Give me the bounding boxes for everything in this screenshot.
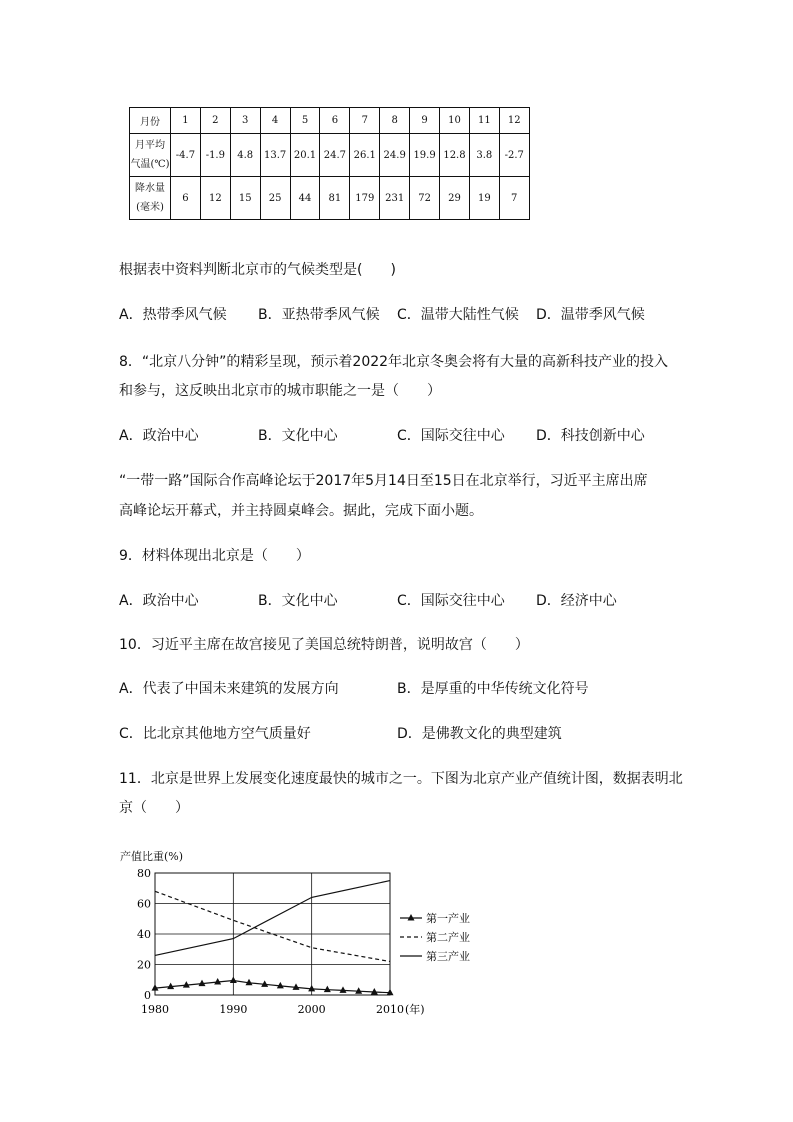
cell-precipitation: 19 (469, 177, 499, 220)
legend-label: 第三产业 (426, 950, 470, 963)
cell-precipitation: 25 (260, 177, 290, 220)
cell-month: 4 (260, 108, 290, 134)
cell-precipitation: 72 (410, 177, 440, 220)
x-tick-label: 1990 (219, 1003, 248, 1016)
y-tick-label: 40 (137, 928, 151, 941)
question-8-line1: 8．“北京八分钟”的精彩呈现，预示着2022年北京冬奥会将有大量的高新科技产业的投入 (119, 354, 669, 370)
q8-option-d[interactable]: D．科技创新中心 (536, 428, 645, 444)
q7-option-a[interactable]: A．热带季风气候 (119, 307, 227, 323)
cell-temperature: 3.8 (469, 134, 499, 177)
cell-temperature: 13.7 (260, 134, 290, 177)
data-point-marker (355, 987, 362, 994)
q7-option-d[interactable]: D．温带季风气候 (536, 307, 645, 323)
cell-month: 3 (230, 108, 260, 134)
cell-precipitation: 81 (320, 177, 350, 220)
row-header-line: 降水量 (135, 183, 165, 194)
x-axis-unit: (年) (405, 1003, 425, 1016)
data-point-marker (340, 986, 347, 993)
row-header-month: 月份 (130, 108, 171, 134)
cell-month: 6 (320, 108, 350, 134)
q8-option-c[interactable]: C．国际交往中心 (397, 428, 505, 444)
y-tick-label: 20 (137, 958, 151, 972)
cell-precipitation: 44 (290, 177, 320, 220)
cell-temperature: 24.7 (320, 134, 350, 177)
q10-option-a[interactable]: A．代表了中国未来建筑的发展方向 (119, 681, 339, 697)
material-line1: “一带一路”国际合作高峰论坛于2017年5月14日至15日在北京举行，习近平主席出席 (119, 473, 648, 489)
q7-option-b[interactable]: B．亚热带季风气候 (258, 307, 380, 323)
q8-option-a[interactable]: A．政治中心 (119, 428, 199, 444)
q9-option-a[interactable]: A．政治中心 (119, 593, 199, 609)
q10-option-c[interactable]: C．比北京其他地方空气质量好 (119, 726, 311, 742)
question-11-line1: 11．北京是世界上发展变化速度最快的城市之一。下图为北京产业产值统计图，数据表明北 (119, 771, 683, 787)
q10-option-b[interactable]: B．是厚重的中华传统文化符号 (397, 681, 589, 697)
chart-legend (400, 911, 470, 963)
q10-option-d[interactable]: D．是佛教文化的典型建筑 (397, 726, 562, 742)
x-tick-label: 1980 (141, 1003, 169, 1016)
q9-option-b[interactable]: B．文化中心 (258, 593, 338, 609)
row-header-line: 气温(℃) (130, 159, 170, 170)
cell-precipitation: 231 (380, 177, 410, 220)
cell-temperature: 20.1 (290, 134, 320, 177)
cell-month: 11 (469, 108, 499, 134)
cell-precipitation: 12 (200, 177, 230, 220)
cell-temperature: -2.7 (499, 134, 529, 177)
chart-ticks (137, 867, 425, 1016)
chart-grid (155, 873, 390, 995)
cell-temperature: -1.9 (200, 134, 230, 177)
cell-precipitation: 6 (171, 177, 201, 220)
y-tick-label: 80 (137, 867, 151, 880)
y-tick-label: 0 (144, 989, 151, 1002)
data-point-marker (371, 988, 378, 995)
cell-temperature: 26.1 (350, 134, 380, 177)
chart-series (152, 881, 394, 996)
cell-month: 2 (200, 108, 230, 134)
data-point-marker (324, 986, 331, 993)
cell-month: 12 (499, 108, 529, 134)
cell-temperature: 24.9 (380, 134, 410, 177)
q7-option-c[interactable]: C．温带大陆性气候 (397, 307, 519, 323)
row-header-line: (毫米) (136, 202, 164, 213)
q8-option-b[interactable]: B．文化中心 (258, 428, 338, 444)
cell-temperature: 12.8 (440, 134, 470, 177)
question-8-line2: 和参与，这反映出北京市的城市职能之一是（ ） (119, 383, 441, 399)
cell-month: 9 (410, 108, 440, 134)
data-point-marker (387, 989, 394, 996)
cell-temperature: 19.9 (410, 134, 440, 177)
row-header-line: 月平均 (135, 140, 165, 151)
material-line2: 高峰论坛开幕式，并主持圆桌峰会。据此，完成下面小题。 (119, 503, 483, 519)
x-tick-label: 2000 (297, 1003, 326, 1016)
question-7-stem: 根据表中资料判断北京市的气候类型是( ) (119, 262, 396, 278)
cell-month: 7 (350, 108, 380, 134)
series-line (155, 891, 390, 961)
question-10-stem: 10．习近平主席在故宫接见了美国总统特朗普，说明故宫（ ） (119, 637, 529, 653)
q9-option-d[interactable]: D．经济中心 (536, 593, 617, 609)
y-tick-label: 60 (137, 897, 151, 911)
question-9-stem: 9．材料体现出北京是（ ） (119, 548, 310, 564)
cell-temperature: -4.7 (171, 134, 201, 177)
cell-month: 10 (440, 108, 470, 134)
cell-month: 1 (171, 108, 201, 134)
legend-label: 第一产业 (426, 912, 470, 925)
cell-month: 8 (380, 108, 410, 134)
cell-month: 5 (290, 108, 320, 134)
legend-marker (408, 914, 415, 921)
question-11-line2: 京（ ） (119, 800, 189, 816)
q9-option-c[interactable]: C．国际交往中心 (397, 593, 505, 609)
cell-precipitation: 179 (350, 177, 380, 220)
chart-ylabel: 产值比重(%) (120, 850, 184, 863)
x-tick-label: 2010 (376, 1003, 404, 1016)
legend-label: 第二产业 (426, 931, 470, 944)
cell-temperature: 4.8 (230, 134, 260, 177)
series-line (155, 881, 390, 956)
data-point-marker (230, 977, 237, 984)
series-line (155, 981, 390, 993)
cell-precipitation: 7 (499, 177, 529, 220)
cell-precipitation: 15 (230, 177, 260, 220)
cell-precipitation: 29 (440, 177, 470, 220)
